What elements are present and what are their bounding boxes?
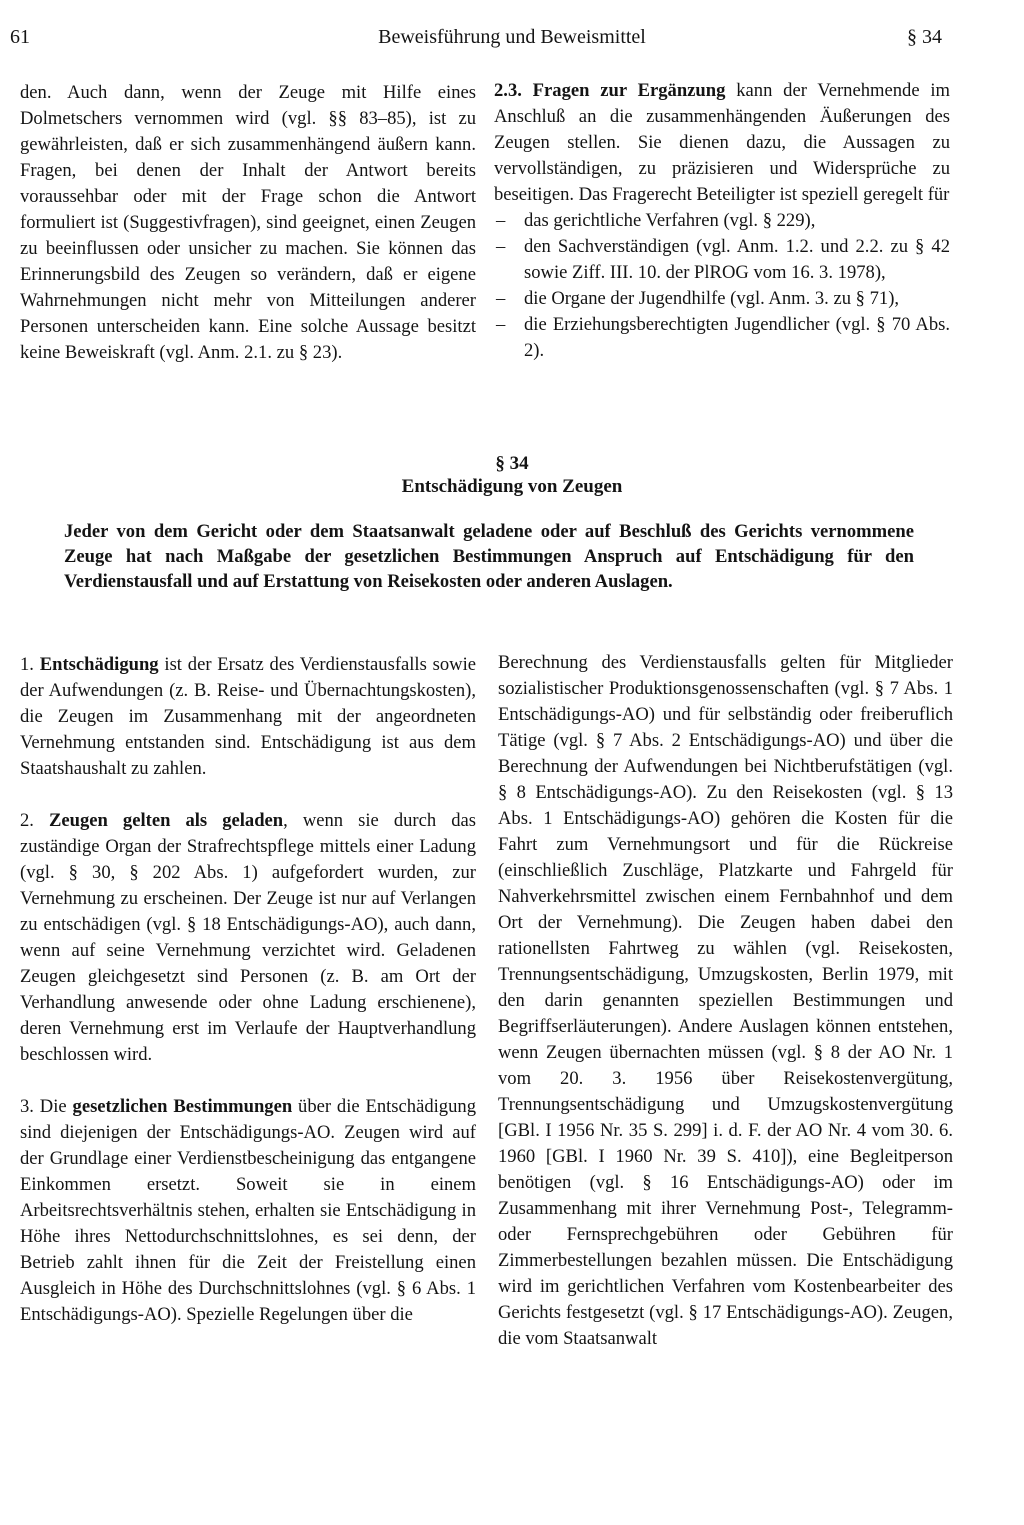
page-number: 61 [10,26,30,48]
list-item-text: das gerichtliche Verfahren (vgl. § 229), [524,210,816,231]
annotation-prefix: 3. Die [20,1096,73,1117]
top-right-column [494,78,950,364]
annotation-prefix: 1. [20,654,40,675]
annotation-1 [20,652,476,782]
list-item-text: die Organe der Jugendhilfe (vgl. Anm. 3. zu § 71), [524,288,900,309]
list-item-text: den Sachverständigen (vgl. Anm. 1.2. und 2.2. zu § 42 sowie Ziff. III. 10. der PlROG vom 16. 3. 1978), [524,236,950,283]
header-section-ref: § 34 [907,26,942,48]
annotation-keyword: gesetzlichen Bestimmungen [72,1096,293,1117]
dash-bullet: – [496,236,506,257]
dash-bullet: – [496,288,506,309]
list-item [494,286,950,312]
list-item [494,312,950,364]
bottom-left-column [20,652,476,1328]
list-item [494,234,950,286]
section-title: Entschädigung von Zeugen [401,476,623,497]
annotation-body: über die Entschädigung sind diejenigen der Entschädigungs-AO. Zeugen wird auf der Grundlage einer Verdienstbescheinigung das entgangene Einkommen ersetzt. Soweit sie in einem Arbeitsrechtsverhältnis stehen, erhalten sie Entschädigung in Höhe ihres Nettodurchschnittslohnes, es sei denn, der Betrieb zahlt ihnen für die Zeit der Freistellung einen Ausgleich in Höhe des Durchschnittslohnes (vgl. § 6 Abs. 1 Entschädigungs-AO). Spezielle Regelungen über die [20,1096,476,1325]
annotation-2 [20,808,476,1068]
bottom-right-column [498,650,953,1352]
annotation-keyword: Entschädigung [39,654,159,675]
annotation-body: , wenn sie durch das zuständige Organ der Strafrechtspflege mittels einer Ladung (vgl. § 30, § 202 Abs. 1) aufgefordert wurden, zur Vernehmung zu erscheinen. Der Zeuge ist nur auf Verlangen zu entschädigen (vgl. § 18 Entschädigungs-AO), auch dann, wenn auf seine Vernehmung verzichtet wird. Geladenen Zeugen gleichgesetzt sind Personen (z. B. am Ort der Verhandlung anwesende oder ohne Ladung erschienene), deren Vernehmung erst im Verlaufe der Hauptverhandlung beschlossen wird. [20,810,476,1065]
annotation-keyword: Zeugen gelten als geladen [48,810,284,831]
paragraph-lead: 2.3. Fragen zur Ergänzung [494,80,726,101]
dash-list [494,208,950,364]
annotation-3-continued: Berechnung des Verdienstausfalls gelten für Mitglieder sozialistischer Produktionsgenossenschaften (vgl. § 7 Abs. 1 Entschädigungs-AO) und für selbständig oder freiberuflich Tätige (vgl. § 7 Abs. 2 Entschädigungs-AO) und über die Berechnung der Aufwendungen bei Nichtberufstätigen (vgl. § 8 Entschädigungs-AO). Zu den Reisekosten (vgl. § 13 Abs. 1 Entschädigungs-AO) gehören die Kosten für die Fahrt zum Vernehmungsort und für die Rückreise (einschließlich Zuschläge, Platzkarte und Fahrgeld für Nahverkehrsmittel zwischen einem Fernbahnhof und dem Ort der Vernehmung). Die Zeugen haben dabei den rationellsten Fahrtweg zu wählen (vgl. Reisekosten, Trennungsentschädigung, Umzugskosten, Berlin 1979, mit den darin genannten speziellen Bestimmungen und Begriffserläuterungen). Andere Auslagen können entstehen, wenn Zeugen übernachten müssen (vgl. § 8 der AO Nr. 1 vom 20. 3. 1956 über Reisekostenvergütung, Trennungsentschädigung und Umzugskostenvergütung [GBl. I 1956 Nr. 35 S. 299] i. d. F. der AO Nr. 4 vom 30. 6. 1960 [GBl. I 1960 Nr. 39 S. 410]), eine Begleitperson benötigen (vgl. § 16 Entschädigungs-AO) oder im Zusammenhang mit ihrer Vernehmung Post-, Telegramm- oder Fernsprechgebühren oder Gebühren für Zimmerbestellungen bezahlen müssen. Die Entschädigung wird im gerichtlichen Verfahren vom Kostenbearbeiter des Gerichts festgesetzt (vgl. § 17 Entschädigungs-AO). Zeugen, die vom Staatsanwalt [498,652,953,1349]
running-title: Beweisführung und Beweismittel [378,26,646,48]
statute-text: Jeder von dem Gericht oder dem Staatsanwalt geladene oder auf Beschluß des Gerichts vernommene Zeuge hat nach Maßgabe der gesetzlichen Bestimmungen Anspruch auf Entschädigung für den Verdienstausfall und auf Erstattung von Reisekosten oder anderen Auslagen. [64,521,914,592]
top-left-column [20,80,476,366]
section-number: § 34 [495,453,529,474]
annotation-3 [20,1094,476,1328]
dash-bullet: – [496,314,506,335]
annotation-prefix: 2. [20,810,49,831]
paragraph-2-3 [494,78,950,208]
list-item-text: die Erziehungsberechtigten Jugendlicher (vgl. § 70 Abs. 2). [524,314,950,361]
paragraph-body: kann der Vernehmende im Anschluß an die zusammenhängenden Äußerungen des Zeugen stellen. Sie dienen dazu, die Aussagen zu vervollständigen, zu präzisieren und Widersprüche zu beseitigen. Das Fragerecht Beteiligter ist speziell geregelt für [494,80,951,205]
continuation-paragraph: den. Auch dann, wenn der Zeuge mit Hilfe eines Dolmetschers vernommen wird (vgl. §§ 83–85), ist zu gewährleisten, daß er sich zusammenhängend äußern kann. Fragen, bei denen der Inhalt der Antwort bereits voraussehbar oder mit der Frage schon die Antwort formuliert ist (Suggestivfragen), sind geeignet, einen Zeugen zu beeinflussen oder unsicher zu machen. Sie können das Erinnerungsbild des Zeugen so verändern, daß er eigene Wahrnehmungen nicht mehr von Mitteilungen anderer Personen unterscheiden kann. Eine solche Aussage besitzt keine Beweiskraft (vgl. Anm. 2.1. zu § 23). [20,82,476,363]
annotation-body: ist der Ersatz des Verdienstausfalls sowie der Aufwendungen (z. B. Reise- und Übernachtungskosten), die Zeugen im Zusammenhang mit der angeordneten Vernehmung entstanden sind. Entschädigung ist aus dem Staatshaushalt zu zahlen. [20,654,477,779]
dash-bullet: – [496,210,506,231]
list-item [494,208,950,234]
